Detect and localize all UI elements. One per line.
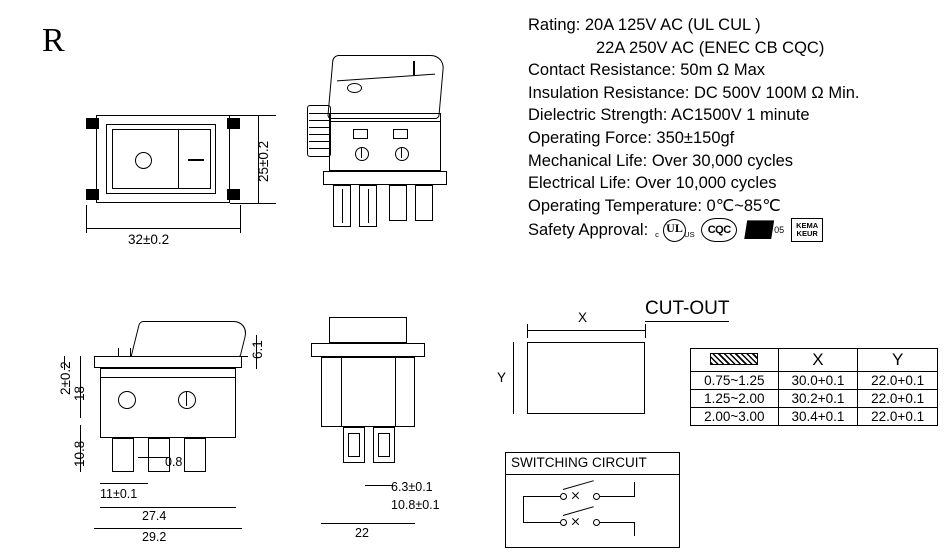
cutout-table: [690, 348, 938, 426]
side-view-actuator: [131, 321, 250, 357]
perspective-view: [285, 55, 495, 265]
sc-upper-cross-icon: [571, 491, 580, 500]
switching-circuit-title-divider: [505, 474, 680, 475]
rear-view: [305, 315, 505, 545]
side-dim-08-label: 0.8: [165, 455, 183, 469]
hatch-6: [309, 148, 329, 149]
side-view-tick-2: [130, 348, 131, 356]
sc-lower-cross-icon: [571, 517, 580, 526]
rear-view-terminal-2-inner: [378, 433, 390, 457]
perspective-terminal-3: [389, 185, 407, 221]
rear-view-rib-1: [341, 357, 342, 427]
cutout-x-ext-right: [645, 324, 646, 338]
side-dim-11-line: [100, 483, 148, 484]
sc-left-riser: [523, 496, 524, 523]
side-view-hole-slot: [186, 392, 187, 406]
perspective-terminal-hole-1: [353, 129, 368, 139]
cutout-table-header-x: X: [778, 349, 858, 372]
safety-approval-row: [528, 218, 946, 242]
spec-line-rating-enec: 22A 250V AC (ENEC CB CQC): [596, 38, 825, 57]
cutout-row2-y: 22.0+0.1: [858, 408, 938, 426]
perspective-screw-slot-2: [401, 148, 402, 158]
cutout-row0-thickness: 0.75~1.25: [691, 372, 779, 390]
spec-line-rating-ul: Rating: 20A 125V AC (UL CUL ): [528, 16, 761, 34]
sc-lower-left-wire: [523, 522, 563, 523]
sc-lower-right-wire: [600, 522, 635, 523]
cutout-x-dim-line: [527, 330, 645, 331]
side-dim-11-label: 11±0.1: [100, 487, 138, 501]
sc-lower-terminal-right: [593, 519, 600, 526]
cutout-row0-x: 30.0+0.1: [778, 372, 858, 390]
perspective-terminal-4: [415, 185, 433, 221]
perspective-body-top-edge: [329, 113, 441, 122]
cutout-drawing: [497, 310, 685, 460]
cutout-table-header-row: [691, 349, 938, 372]
rear-dim-63-line: [365, 485, 393, 486]
front-view-o-symbol: [135, 152, 152, 169]
front-dim-width-label: 32±0.2: [128, 232, 170, 247]
ul-listed-icon: [654, 219, 694, 241]
table-row: [691, 408, 938, 426]
side-dim-2-label: 2±0.2: [58, 361, 73, 395]
perspective-rocker-i: [413, 61, 415, 75]
hatch-1: [309, 113, 329, 114]
cutout-rectangle: [527, 342, 645, 414]
cutout-row1-y: 22.0+0.1: [858, 390, 938, 408]
specifications-block: [528, 14, 946, 242]
hatch-4: [309, 134, 329, 135]
front-view-ear-br: [227, 189, 240, 200]
rear-dim-22-label: 22: [355, 526, 369, 540]
sc-upper-terminal-left: [560, 493, 567, 500]
side-view-terminal-1: [112, 438, 134, 472]
kema-line1: KEMA: [796, 221, 819, 231]
side-dim-18-label: 18: [72, 385, 87, 401]
cutout-row2-x: 30.4+0.1: [778, 408, 858, 426]
hatch-3: [309, 127, 329, 128]
safety-approval-label: Safety Approval:: [528, 220, 649, 239]
front-dim-ext-bottom: [230, 203, 276, 204]
side-dim-292-label: 29.2: [142, 530, 167, 544]
brand-logo: R: [42, 22, 65, 59]
kema-line2: KEUR: [796, 229, 818, 239]
ul-mark-c: c: [655, 230, 659, 240]
perspective-screw-2: [395, 147, 409, 161]
perspective-screw-slot-1: [361, 148, 362, 158]
hatch-2: [309, 120, 329, 121]
front-view-ear-bl: [86, 189, 99, 200]
spec-line-insulation-resistance: Insulation Resistance: DC 500V 100M Ω Min.: [528, 83, 860, 102]
side-dim-61-label: 6.1: [250, 340, 265, 359]
table-row: [691, 390, 938, 408]
sc-lower-right-riser: [634, 522, 635, 536]
front-view-ear-tr: [227, 118, 240, 129]
rear-view-terminal-1-inner: [348, 433, 360, 457]
perspective-rocker-o: [347, 83, 362, 93]
side-view-hole-2: [178, 391, 196, 409]
side-view-tick-1: [118, 348, 119, 356]
cutout-row0-y: 22.0+0.1: [858, 372, 938, 390]
perspective-terminal-edge-2: [368, 189, 369, 223]
front-view-ear-tl: [86, 118, 99, 129]
side-dim-292-line: [94, 528, 242, 529]
cutout-x-label: X: [578, 310, 588, 325]
perspective-base-flange: [323, 171, 447, 185]
ul-mark-text: UL: [666, 221, 683, 236]
rear-dim-63-label: 6.3±0.1: [391, 480, 433, 494]
enec-icon: [744, 219, 784, 241]
sc-upper-terminal-right: [593, 493, 600, 500]
cutout-row2-thickness: 2.00~3.00: [691, 408, 779, 426]
sc-upper-right-riser: [634, 482, 635, 497]
front-dim-height-label: 25±0.2: [256, 140, 271, 182]
cutout-table-header-y: Y: [858, 349, 938, 372]
front-dim-ext-top: [230, 115, 276, 116]
spec-line-contact-resistance: Contact Resistance: 50m Ω Max: [528, 61, 766, 80]
switching-circuit-title: SWITCHING CIRCUIT: [511, 455, 647, 470]
side-dim-274-line: [100, 507, 236, 508]
switching-circuit: [505, 452, 680, 548]
sc-upper-right-wire: [600, 496, 635, 497]
cutout-row1-thickness: 1.25~2.00: [691, 390, 779, 408]
cutout-y-dim-line: [513, 342, 514, 414]
spec-line-electrical-life: Electrical Life: Over 10,000 cycles: [528, 174, 777, 193]
rear-view-flange: [311, 343, 425, 357]
perspective-screw-1: [355, 147, 369, 161]
sc-upper-left-wire: [523, 496, 563, 497]
cutout-table-header-thickness: [691, 349, 779, 372]
rear-dim-108-label: 10.8±0.1: [391, 498, 440, 512]
side-dim-08-line: [138, 457, 168, 458]
side-view-flange: [94, 356, 242, 368]
spec-line-mechanical-life: Mechanical Life: Over 30,000 cycles: [528, 151, 794, 170]
hatch-5: [309, 141, 329, 142]
side-dim-274-label: 27.4: [142, 509, 167, 523]
side-view-body-line: [100, 377, 236, 378]
perspective-terminal-edge-1: [342, 189, 343, 223]
rear-dim-22-line: [321, 523, 415, 524]
table-row: [691, 372, 938, 390]
enec-number: 05: [774, 225, 785, 236]
rear-view-body: [321, 357, 415, 427]
cqc-icon: CQC: [701, 218, 737, 242]
side-view-hole-1: [118, 391, 136, 409]
side-view: [60, 315, 290, 545]
cutout-row1-x: 30.2+0.1: [778, 390, 858, 408]
spec-line-operating-force: Operating Force: 350±150gf: [528, 128, 735, 147]
side-view-terminal-3: [184, 438, 206, 472]
cutout-title: CUT-OUT: [645, 298, 729, 322]
rear-view-rib-2: [395, 357, 396, 427]
front-view-split-line: [178, 129, 179, 189]
rear-view-cap: [329, 317, 407, 343]
kema-keur-icon: [791, 218, 823, 242]
side-dim-108-label: 10.8: [72, 440, 87, 467]
perspective-rocker-cap: [327, 55, 445, 119]
cutout-x-ext-left: [527, 324, 528, 338]
front-view: [80, 110, 270, 260]
perspective-terminal-hole-2: [393, 129, 408, 139]
front-view-i-symbol: [188, 159, 204, 161]
spec-line-dielectric-strength: Dielectric Strength: AC1500V 1 minute: [528, 106, 810, 125]
approval-marks: [654, 218, 823, 242]
ul-mark-us: US: [684, 230, 695, 240]
sc-lower-terminal-left: [560, 519, 567, 526]
spec-line-operating-temperature: Operating Temperature: 0℃~85℃: [528, 196, 781, 215]
cutout-y-label: Y: [497, 370, 507, 385]
front-dim-width-line: [86, 228, 241, 229]
